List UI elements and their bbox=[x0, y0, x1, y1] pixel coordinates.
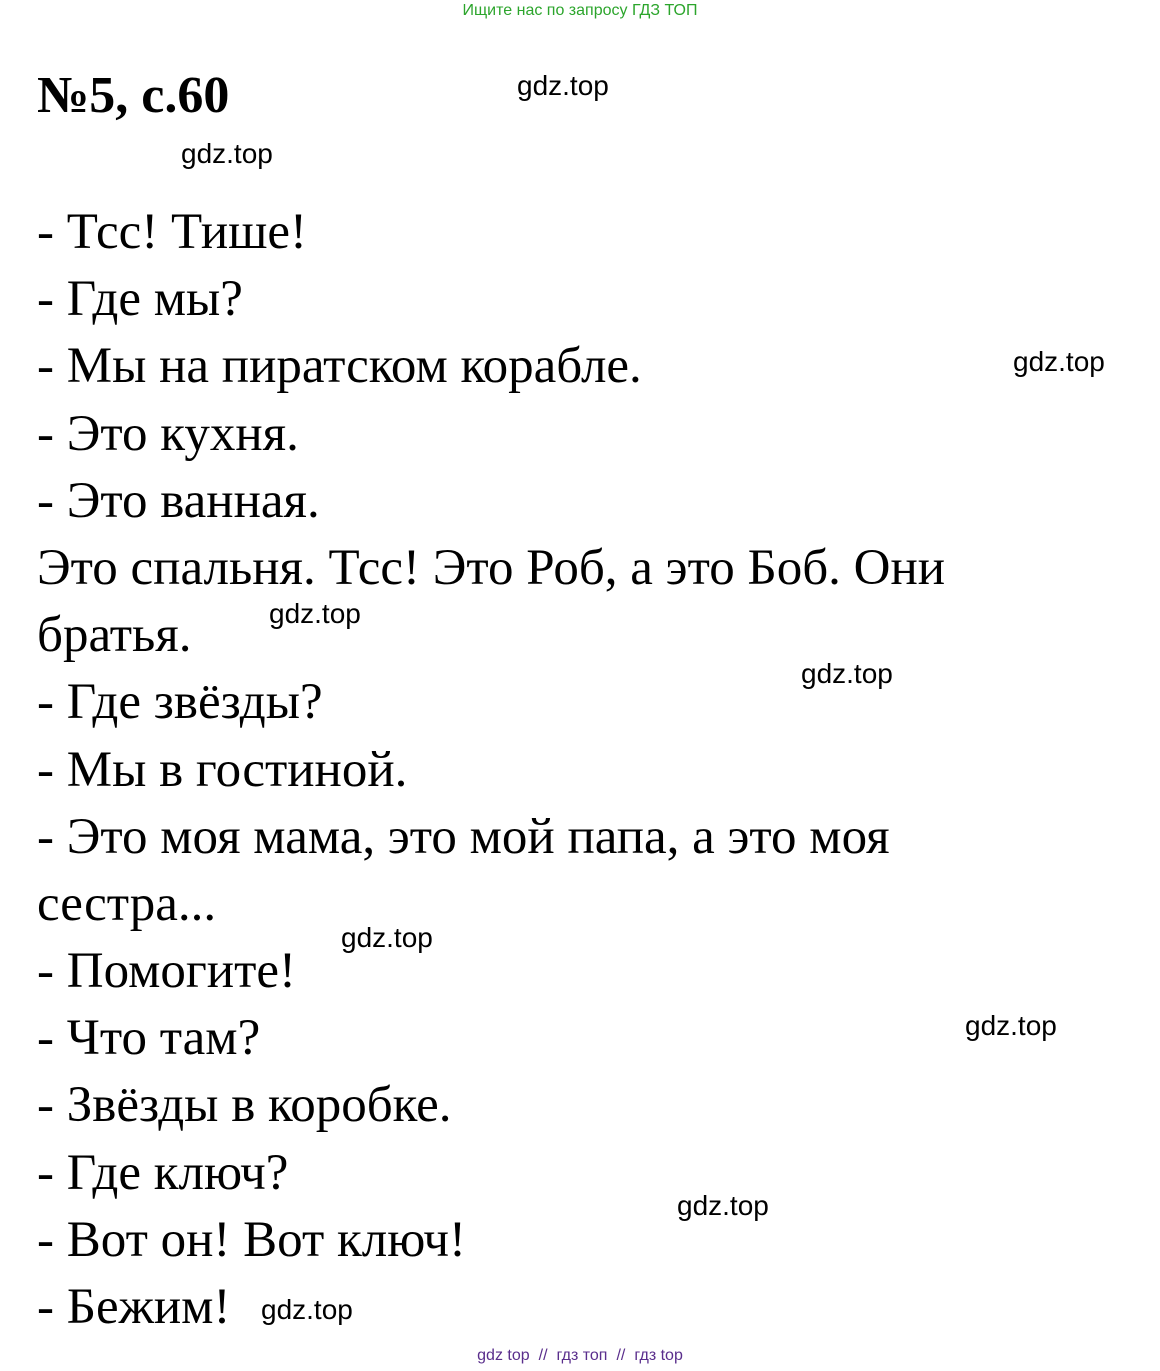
watermark-label: gdz.top bbox=[341, 922, 433, 953]
dialogue-line: - Это ванная. bbox=[37, 472, 320, 529]
watermark-label: gdz.top bbox=[1013, 346, 1105, 377]
watermark-label: gdz.top bbox=[181, 138, 273, 169]
footer-separator: // bbox=[538, 1347, 548, 1364]
watermark-label: gdz.top bbox=[261, 1294, 353, 1325]
dialogue-line: - Что там? bbox=[37, 1010, 261, 1067]
footer-link[interactable]: gdz top bbox=[477, 1347, 530, 1364]
dialogue-line: - Мы в гостиной. bbox=[37, 741, 408, 798]
dialogue-line: сестра... bbox=[37, 875, 217, 932]
dialogue-line: - Вот он! Вот ключ! bbox=[37, 1211, 467, 1268]
dialogue-line: - Бежим! bbox=[37, 1279, 231, 1335]
watermark-label: gdz.top bbox=[517, 70, 609, 101]
dialogue-line: братья. bbox=[37, 607, 192, 664]
watermark-label: gdz.top bbox=[801, 658, 893, 689]
dialogue-line: - Это кухня. bbox=[37, 405, 299, 462]
dialogue-text bbox=[37, 199, 1127, 1341]
exercise-title: №5, с.60 bbox=[37, 67, 230, 124]
footer-separator: // bbox=[616, 1347, 626, 1364]
footer-links bbox=[0, 1346, 1160, 1366]
dialogue-line: Это спальня. Тсс! Это Роб, а это Боб. Они bbox=[37, 539, 946, 596]
footer-link[interactable]: гдз top bbox=[634, 1347, 683, 1364]
dialogue-line: - Где мы? bbox=[37, 271, 243, 328]
dialogue-line: - Где ключ? bbox=[37, 1144, 289, 1201]
watermark-label: gdz.top bbox=[677, 1190, 769, 1221]
watermark-label: gdz.top bbox=[269, 598, 361, 629]
dialogue-line: - Звёзды в коробке. bbox=[37, 1077, 452, 1134]
watermark-label: gdz.top bbox=[965, 1010, 1057, 1041]
dialogue-line: - Помогите! bbox=[37, 943, 296, 1000]
top-banner: Ищите нас по запросу ГДЗ ТОП bbox=[462, 2, 698, 19]
footer-link[interactable]: гдз топ bbox=[556, 1347, 608, 1364]
dialogue-line: - Это моя мама, это мой папа, а это моя bbox=[37, 808, 890, 865]
dialogue-line: - Тсс! Тише! bbox=[37, 204, 308, 260]
dialogue-line: - Мы на пиратском корабле. bbox=[37, 338, 642, 395]
dialogue-line: - Где звёзды? bbox=[37, 674, 323, 731]
